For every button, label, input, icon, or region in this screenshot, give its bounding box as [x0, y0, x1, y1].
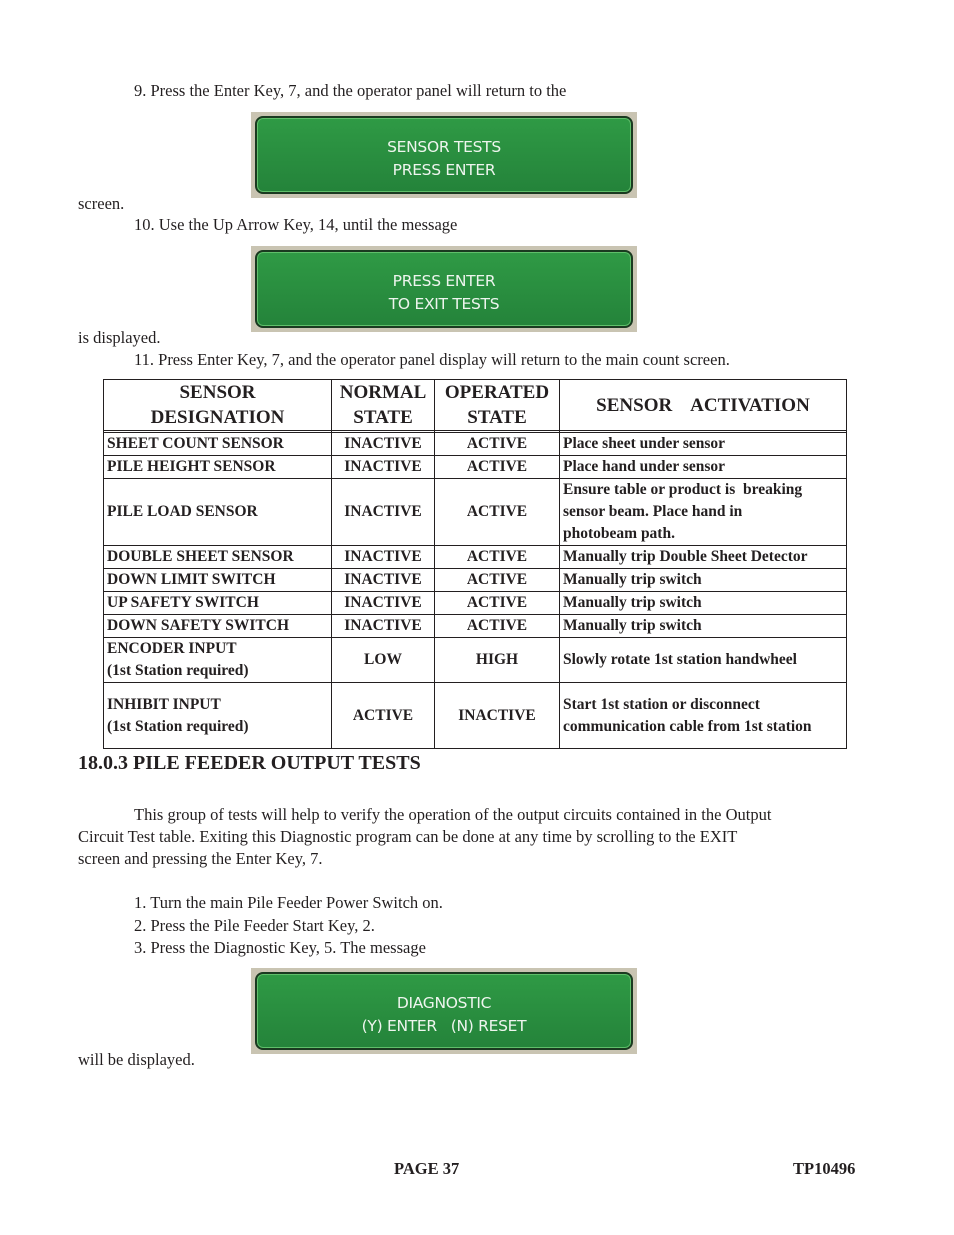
cell-operated: ACTIVE: [435, 592, 560, 615]
step-9-text: 9. Press the Enter Key, 7, and the operator panel will return to the: [134, 81, 567, 100]
cell-normal: INACTIVE: [332, 615, 435, 638]
step-1-text: 1. Turn the main Pile Feeder Power Switch on.: [134, 893, 443, 912]
is-displayed-text: is displayed.: [78, 328, 161, 347]
sensor-test-table: [103, 379, 847, 749]
table-row: [104, 433, 847, 456]
cell-activation: Slowly rotate 1st station handwheel: [560, 638, 847, 683]
table-row: [104, 615, 847, 638]
section-heading: 18.0.3 PILE FEEDER OUTPUT TESTS: [78, 752, 421, 774]
cell-designation: DOWN SAFETY SWITCH: [104, 615, 332, 638]
cell-designation: INHIBIT INPUT (1st Station required): [104, 683, 332, 749]
cell-activation: Manually trip switch: [560, 592, 847, 615]
table-row: [104, 479, 847, 546]
paragraph-line-3: screen and pressing the Enter Key, 7.: [78, 849, 323, 868]
cell-normal: INACTIVE: [332, 592, 435, 615]
cell-operated: ACTIVE: [435, 615, 560, 638]
cell-normal: INACTIVE: [332, 546, 435, 569]
cell-normal: ACTIVE: [332, 683, 435, 749]
header-normal-state: NORMAL STATE: [332, 380, 435, 431]
cell-activation: Ensure table or product is breaking sensor beam. Place hand in photobeam path.: [560, 479, 847, 546]
table-row: [104, 456, 847, 479]
cell-activation: Manually trip Double Sheet Detector: [560, 546, 847, 569]
lcd-line-2: PRESS ENTER: [392, 161, 496, 179]
table-row: [104, 592, 847, 615]
cell-designation: DOWN LIMIT SWITCH: [104, 569, 332, 592]
paragraph-line-1: This group of tests will help to verify the operation of the output circuits contained in the Output: [134, 805, 772, 824]
header-operated-state: OPERATED STATE: [435, 380, 560, 431]
header-activation: SENSOR ACTIVATION: [560, 380, 847, 431]
cell-normal: INACTIVE: [332, 456, 435, 479]
table-row: [104, 683, 847, 749]
step-3-text: 3. Press the Diagnostic Key, 5. The message: [134, 938, 426, 957]
cell-designation: SHEET COUNT SENSOR: [104, 433, 332, 456]
cell-operated: HIGH: [435, 638, 560, 683]
cell-activation: Place hand under sensor: [560, 456, 847, 479]
screen-word: screen.: [78, 194, 125, 213]
lcd-line-1: PRESS ENTER: [392, 272, 496, 290]
paragraph-line-2: Circuit Test table. Exiting this Diagnostic program can be done at any time by scrolling to the EXIT: [78, 827, 738, 846]
cell-operated: ACTIVE: [435, 569, 560, 592]
lcd-line-1: DIAGNOSTIC: [396, 994, 492, 1012]
table-row: [104, 638, 847, 683]
table-header-row: [104, 380, 847, 431]
cell-operated: ACTIVE: [435, 546, 560, 569]
cell-normal: INACTIVE: [332, 569, 435, 592]
cell-normal: LOW: [332, 638, 435, 683]
cell-operated: ACTIVE: [435, 433, 560, 456]
lcd-exit-tests: [251, 246, 637, 332]
cell-operated: INACTIVE: [435, 683, 560, 749]
lcd-line-2: TO EXIT TESTS: [388, 295, 500, 313]
cell-designation: UP SAFETY SWITCH: [104, 592, 332, 615]
step-11-text: 11. Press Enter Key, 7, and the operator panel display will return to the main count screen.: [134, 350, 730, 369]
step-2-text: 2. Press the Pile Feeder Start Key, 2.: [134, 916, 375, 935]
cell-normal: INACTIVE: [332, 433, 435, 456]
cell-activation: Start 1st station or disconnect communication cable from 1st station: [560, 683, 847, 749]
lcd-sensor-tests: [251, 112, 637, 198]
table-row: [104, 569, 847, 592]
lcd-line-1: SENSOR TESTS: [387, 138, 501, 156]
cell-activation: Manually trip switch: [560, 615, 847, 638]
cell-designation: ENCODER INPUT (1st Station required): [104, 638, 332, 683]
step-10-text: 10. Use the Up Arrow Key, 14, until the message: [134, 215, 458, 234]
lcd-diagnostic: [251, 968, 637, 1054]
cell-designation: PILE LOAD SENSOR: [104, 479, 332, 546]
cell-designation: PILE HEIGHT SENSOR: [104, 456, 332, 479]
table-row: [104, 546, 847, 569]
cell-operated: ACTIVE: [435, 456, 560, 479]
cell-designation: DOUBLE SHEET SENSOR: [104, 546, 332, 569]
header-designation: SENSOR DESIGNATION: [104, 380, 332, 431]
lcd-line-2: (Y) ENTER (N) RESET: [361, 1017, 527, 1035]
page-number: PAGE 37: [394, 1159, 460, 1178]
cell-activation: Place sheet under sensor: [560, 433, 847, 456]
document-id: TP10496: [793, 1159, 856, 1178]
cell-activation: Manually trip switch: [560, 569, 847, 592]
will-be-displayed-text: will be displayed.: [78, 1050, 195, 1069]
cell-normal: INACTIVE: [332, 479, 435, 546]
cell-operated: ACTIVE: [435, 479, 560, 546]
